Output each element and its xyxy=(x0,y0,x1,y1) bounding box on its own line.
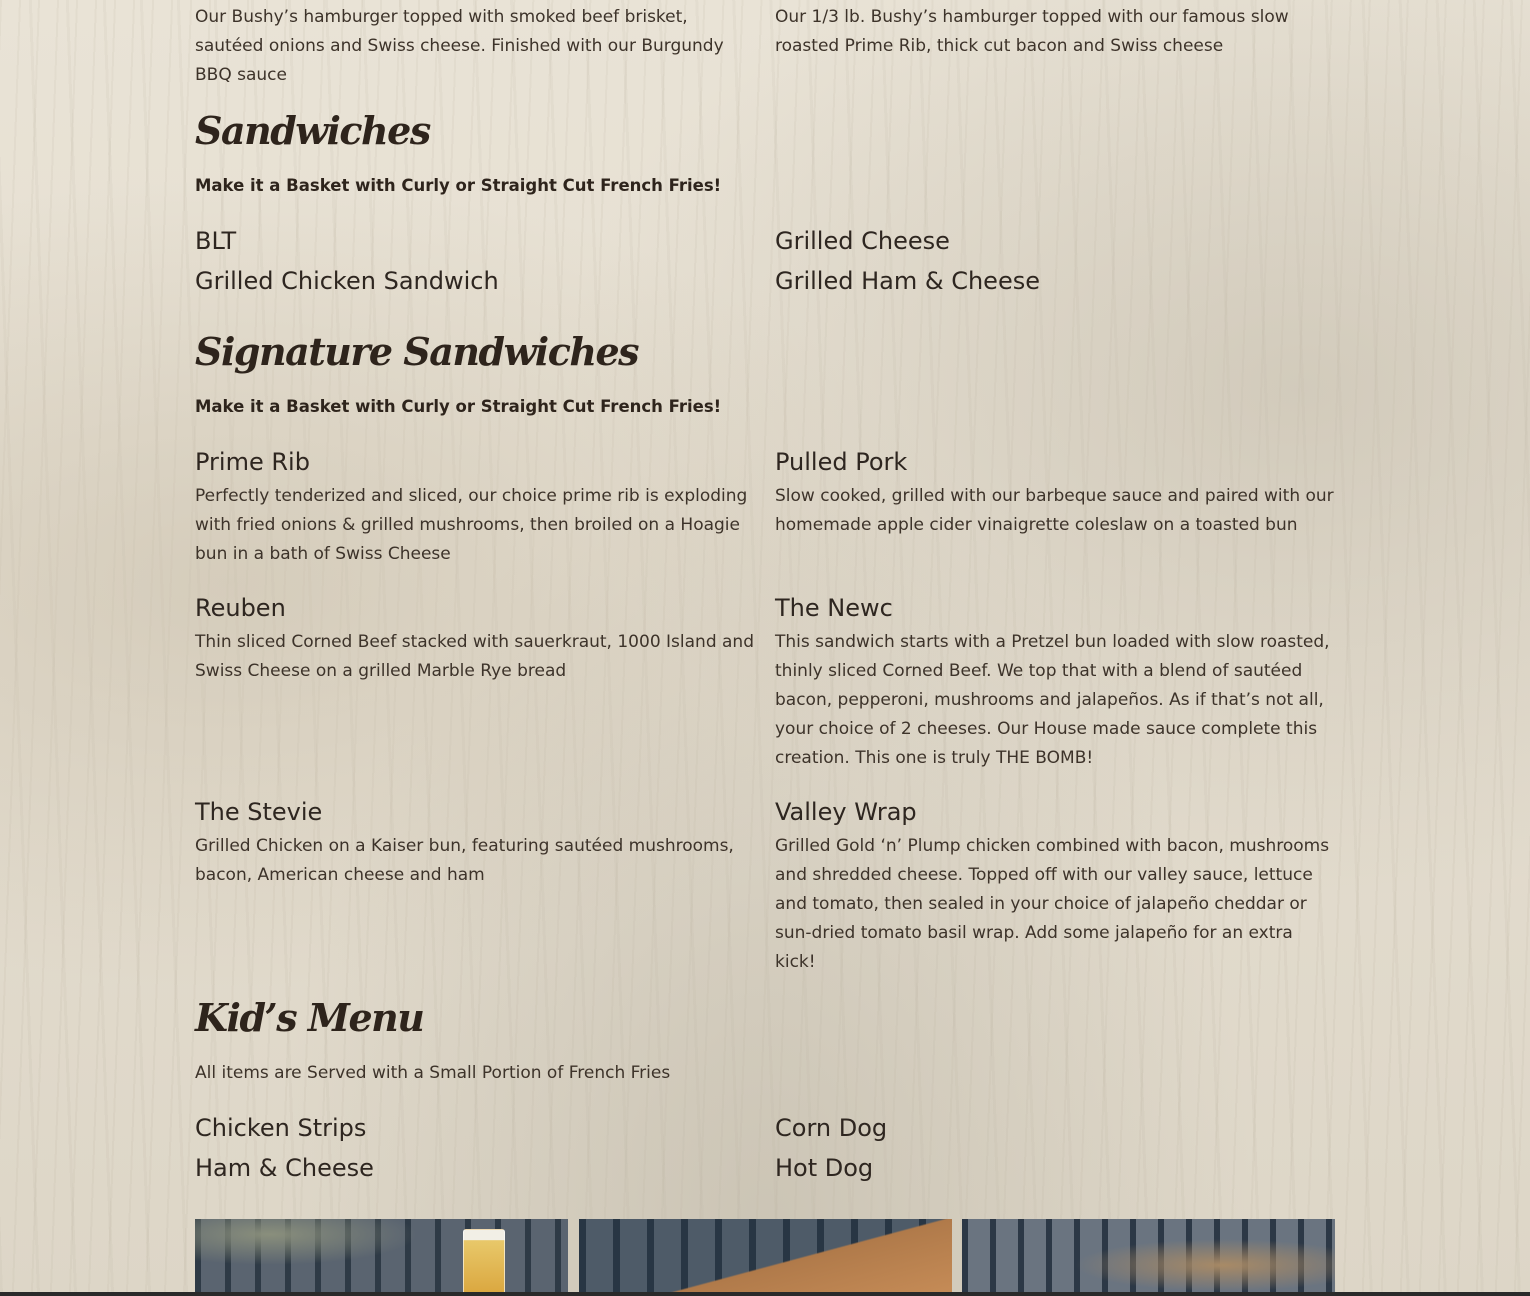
signature-row-1 xyxy=(195,442,1335,569)
menu-item-name: Chicken Strips xyxy=(195,1114,367,1142)
menu-item-name: BLT xyxy=(195,227,237,255)
beer-glass-image xyxy=(463,1229,505,1296)
signature-title: Signature Sandwiches xyxy=(195,329,639,374)
signature-row-2 xyxy=(195,588,1335,773)
menu-item-desc: Slow cooked, grilled with our barbeque sauce and paired with our homemade apple cider vinaigrette coleslaw on a toasted bun xyxy=(775,486,1334,535)
menu-item-name: Prime Rib xyxy=(195,448,310,476)
signature-item xyxy=(775,588,1335,773)
menu-item-name: Corn Dog xyxy=(775,1114,888,1142)
kids-right-col xyxy=(775,1108,1335,1188)
menu-item-desc: This sandwich starts with a Pretzel bun loaded with slow roasted, thinly sliced Corned Beef. We top that with a blend of sautéed bacon, pepperoni, mushrooms and jalapeños. As if that’s not all, your choice of 2 cheeses. Our House made sauce complete this creation. This one is truly THE BOMB! xyxy=(775,632,1330,768)
burger-left-desc: Our Bushy’s hamburger topped with smoked beef brisket, sautéed onions and Swiss cheese. Finished with our Burgundy BBQ sauce xyxy=(195,7,724,85)
menu-item-desc: Thin sliced Corned Beef stacked with sauerkraut, 1000 Island and Swiss Cheese on a grilled Marble Rye bread xyxy=(195,632,754,681)
menu-item-name: Reuben xyxy=(195,594,286,622)
sandwiches-title: Sandwiches xyxy=(195,108,430,153)
sandwiches-right-col xyxy=(775,221,1335,301)
sandwiches-note: Make it a Basket with Curly or Straight Cut French Fries! xyxy=(195,176,722,195)
menu-item-name: Pulled Pork xyxy=(775,448,908,476)
signature-item xyxy=(195,588,755,773)
menu-item-name: Ham & Cheese xyxy=(195,1154,374,1182)
signature-item xyxy=(775,442,1335,569)
burgers-partial-row xyxy=(195,3,1335,90)
kids-left-col xyxy=(195,1108,755,1188)
sandwiches-list xyxy=(195,221,1335,301)
menu-item-name: Grilled Chicken Sandwich xyxy=(195,267,499,295)
menu-item-name: The Stevie xyxy=(195,798,323,826)
menu-item-desc: Grilled Gold ‘n’ Plump chicken combined with bacon, mushrooms and shredded cheese. Topped off with our valley sauce, lettuce and tomato, then sealed in your choice of jalapeño cheddar or sun-dried tomato basil wrap. Add some jalapeño for an extra kick! xyxy=(775,836,1330,972)
photo-gallery xyxy=(195,1219,1335,1296)
restaurant-photo[interactable] xyxy=(579,1219,952,1296)
burger-right xyxy=(775,3,1335,90)
menu-item-desc: Grilled Chicken on a Kaiser bun, featuring sautéed mushrooms, bacon, American cheese and ham xyxy=(195,836,734,885)
page-bottom-bar xyxy=(0,1292,1530,1296)
menu-item-desc: Perfectly tenderized and sliced, our choice prime rib is exploding with fried onions & grilled mushrooms, then broiled on a Hoagie bun in a bath of Swiss Cheese xyxy=(195,486,748,564)
signature-item xyxy=(775,792,1335,977)
burger-left xyxy=(195,3,755,90)
restaurant-photo[interactable] xyxy=(195,1219,568,1296)
menu-item-name: The Newc xyxy=(775,594,893,622)
signature-note: Make it a Basket with Curly or Straight Cut French Fries! xyxy=(195,397,722,416)
restaurant-photo[interactable] xyxy=(962,1219,1335,1296)
menu-item-name: Grilled Ham & Cheese xyxy=(775,267,1040,295)
menu-item-name: Valley Wrap xyxy=(775,798,917,826)
menu-item-name: Grilled Cheese xyxy=(775,227,950,255)
signature-row-3 xyxy=(195,792,1335,977)
kids-note: All items are Served with a Small Portion of French Fries xyxy=(195,1063,671,1083)
signature-item xyxy=(195,442,755,569)
kids-list xyxy=(195,1108,1335,1188)
sandwiches-left-col xyxy=(195,221,755,301)
burger-right-desc: Our 1/3 lb. Bushy’s hamburger topped with our famous slow roasted Prime Rib, thick cut bacon and Swiss cheese xyxy=(775,7,1289,56)
kids-title: Kid’s Menu xyxy=(195,995,424,1040)
menu-item-name: Hot Dog xyxy=(775,1154,874,1182)
signature-item xyxy=(195,792,755,977)
